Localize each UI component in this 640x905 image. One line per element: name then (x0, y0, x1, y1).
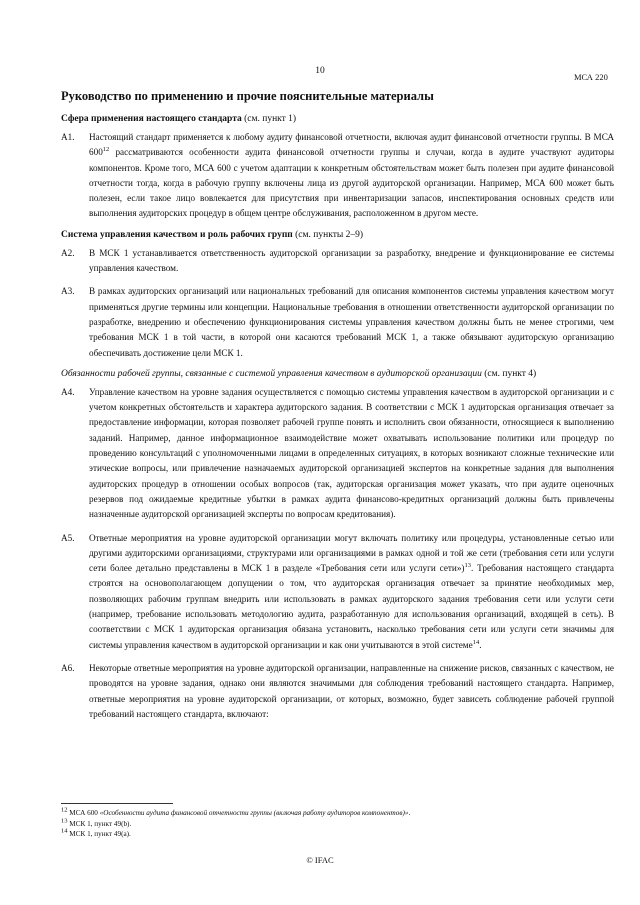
paragraph-a1 (61, 130, 614, 222)
paragraph-label: A5. (61, 532, 75, 543)
section-heading-text: Обязанности рабочей группы, связанные с системой управления качеством в аудиторской организации (61, 368, 482, 379)
main-content (61, 89, 614, 730)
paragraph-text: Ответные мероприятия на уровне аудиторской организации могут включать политику или процедуры, установленные сетью или другими аудиторскими организациями, структурами или организациями в рамках одной и той же сети (требования сети или услуги сети более детально представлены в МСК 1 в разделе «Требования сети или услуги сети»)$^{13}$. Требования настоящего стандарта строятся на основополагающем допущении о том, что аудиторская организация отвечает за принятие необходимых мер, позволяющих рабочим группам внедрить или использовать в рамках аудиторского задания требования сети или услуги сети (например, требование использовать методологию аудита, разработанную для использования организаций, входящей в сеть). В соответствии с МСК 1 аудиторская организация обязана установить, насколько требования сети или услуги сети значимы для системы управления качеством в аудиторской организации и как они учитываются в этой системе$^{14}$. (89, 532, 614, 650)
paragraph-label: A4. (61, 386, 75, 397)
section-heading-ref: (см. пункт 1) (241, 114, 297, 124)
footnotes (61, 808, 611, 840)
copyright-footer: © IFAC (306, 855, 334, 865)
footnote-ref: 14 (472, 638, 480, 646)
footnote-item: $^{12}$ МСА 600 «Особенности аудита финансовой отчетности группы (включая работу аудиторов компонентов)». (61, 806, 411, 817)
footnote-number: 12 (61, 806, 68, 814)
footnote-item: $^{13}$ МСК 1, пункт 49(b). (61, 817, 132, 828)
paragraph-a6 (61, 661, 614, 722)
paragraph-text: В рамках аудиторских организаций или национальных требований для описания компонентов системы управления качеством могут применяться другие термины или концепции. Национальные требования в отношении ответственности аудиторской организации по разработке, внедрению и обеспечению функционирования системы управления качеством должны быть не менее строгими, чем требования МСК 1 в той части, в которой они касаются требований МСК 1, а также обязывают аудиторскую организацию обеспечивать достижение цели МСК 1. (89, 286, 614, 358)
paragraph-a4 (61, 385, 614, 523)
paragraph-a3 (61, 284, 614, 360)
paragraph-a5 (61, 531, 614, 653)
footnote-divider (61, 803, 173, 804)
paragraph-text: Настоящий стандарт применяется к любому аудиту финансовой отчетности, включая аудит финансовой отчетности группы. В МСА $600^{12}$ рассматриваются особенности аудита финансовой отчетности группы и случаи, когда в аудите участвуют аудиторы компонентов. Кроме того, МСА 600 с учетом адаптации к конкретным обстоятельствам может быть полезен при аудите финансовой отчетности тогда, когда в рабочую группу включены лица из другой аудиторской организации. Например, МСА 600 может быть полезен, если такое лицо вовлекается для присутствия при инвентаризации запасов, инспектирования основных средств или выполнения аудиторских процедур в общем центре обслуживания, расположенном в другом месте. (89, 132, 614, 219)
paragraph-label: A3. (61, 286, 75, 297)
section-heading-ref: (см. пункты 2–9) (292, 229, 364, 240)
section-heading-team-duties (61, 369, 614, 379)
section-heading-text: Сфера применения настоящего стандарта (61, 114, 242, 124)
page-number: 10 (315, 66, 325, 76)
paragraph-a2 (61, 246, 614, 277)
paragraph-label: A2. (61, 247, 75, 258)
section-heading-ref: (см. пункт 4) (481, 368, 537, 379)
footnote-ref: 12 (102, 146, 110, 154)
paragraph-label: A6. (61, 662, 75, 673)
section-heading-scope (61, 114, 614, 124)
paragraph-label: A1. (61, 132, 75, 142)
paragraph-text: Управление качеством на уровне задания осуществляется с помощью системы управления качеством в аудиторской организации и с учетом конкретных обстоятельств и характера аудиторского задания. В соответствии с МСК 1 аудиторская организация отвечает за предоставление информации, которая позволяет рабочей группе понять и исполнить свои обязанности, относящиеся к выполнению заданий. Например, данное информационное взаимодействие может охватывать использование политики или процедур по проведению консультаций с уполномоченными лицами в определенных ситуациях, в которых возникают сложные технические или этические вопросы, или привлечение назначаемых аудиторской организацией экспертов на конкретные задания для выполнения аудиторских процедур в отношении особых вопросов (так, аудиторская организация может указать, что при аудите оценочных резервов под ожидаемые кредитные убытки в рамках аудита финансово-кредитных организаций должны быть привлечены назначенные аудиторской организацией эксперты по вопросам кредитования). (89, 386, 614, 520)
section-heading-text: Система управления качеством и роль рабочих групп (61, 229, 293, 240)
section-heading-quality-system (61, 230, 614, 240)
paragraph-text: В МСК 1 устанавливается ответственность аудиторской организации за разработку, внедрение и функционирование ее системы управления качеством. (89, 247, 614, 274)
footnote-number: 13 (61, 817, 68, 825)
footnote-item: $^{14}$ МСК 1, пункт 49(a). (61, 827, 131, 838)
page-title: Руководство по применению и прочие пояснительные материалы (61, 89, 434, 103)
footnote-number: 14 (61, 827, 68, 835)
paragraph-text: Некоторые ответные мероприятия на уровне аудиторской организации, направленные на снижение рисков, связанных с качеством, не проводятся на уровне задания, однако они являются значимыми для соблюдения требований настоящего стандарта. Например, ответные мероприятия на уровне аудиторской организации, от которых, возможно, будет зависеть соблюдение рабочей группой требований настоящего стандарта, включают: (89, 662, 614, 719)
footnote-ref: 13 (464, 562, 471, 570)
document-code: МСА 220 (574, 72, 608, 82)
